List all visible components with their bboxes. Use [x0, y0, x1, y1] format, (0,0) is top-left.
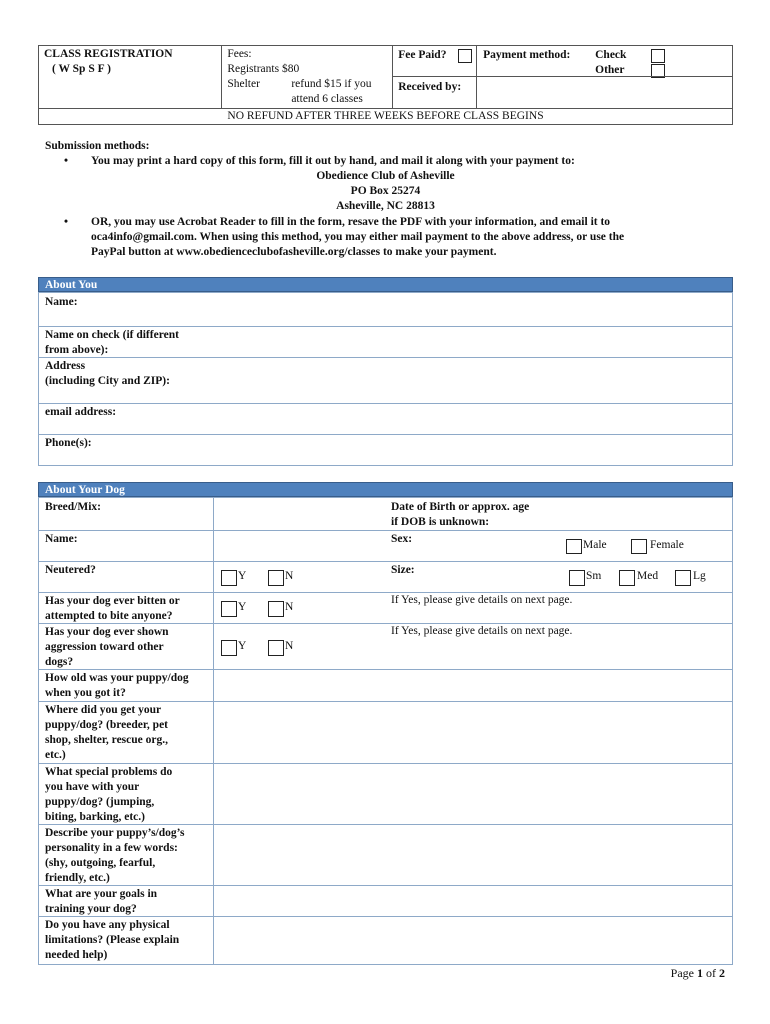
breed-label: Breed/Mix: — [45, 501, 101, 513]
name-on-check-row[interactable] — [39, 326, 732, 358]
page-total: 2 — [719, 966, 725, 980]
aggression-yes-label: Y — [238, 640, 247, 652]
payment-divider — [477, 76, 732, 77]
goals-label-1: What are your goals in — [45, 888, 158, 900]
bitten-label-2: attempted to bite anyone? — [45, 610, 173, 622]
session-options: ( W Sp S F ) — [52, 63, 111, 75]
where-got-row[interactable] — [39, 701, 732, 764]
sex-label: Sex: — [391, 533, 413, 545]
female-label: Female — [650, 539, 684, 551]
size-med-label: Med — [637, 570, 659, 582]
neutered-yes-label: Y — [238, 570, 247, 582]
neutered-row — [39, 561, 732, 593]
limitations-label-1: Do you have any physical — [45, 919, 170, 931]
bullet-icon: • — [64, 216, 69, 228]
page-word: Page — [670, 966, 694, 980]
owner-name-label: Name: — [45, 296, 78, 308]
limitations-label-2: limitations? (Please explain — [45, 934, 180, 946]
shelter-note-1: refund $15 if you — [291, 78, 372, 90]
address-label-1: Address — [45, 360, 86, 372]
size-lg-label: Lg — [693, 570, 706, 582]
page-current: 1 — [697, 966, 703, 980]
personality-row[interactable] — [39, 824, 732, 886]
check-checkbox[interactable] — [651, 49, 665, 63]
other-label: Other — [595, 64, 625, 76]
aggression-label-1: Has your dog ever shown — [45, 626, 169, 638]
where-label-4: etc.) — [45, 749, 66, 761]
aggression-label-2: aggression toward other — [45, 641, 164, 653]
no-refund-notice: NO REFUND AFTER THREE WEEKS BEFORE CLASS BEGINS — [39, 109, 733, 125]
submission-bullet-2-line-1: OR, you may use Acrobat Reader to fill in the form, resave the PDF with your information, and email it to — [91, 216, 611, 228]
where-label-2: puppy/dog? (breeder, pet — [45, 719, 169, 731]
dob-label-1: Date of Birth or approx. age — [391, 501, 530, 513]
bitten-no-label: N — [285, 601, 294, 613]
submission-bullet-2-line-3: PayPal button at www.obedienceclubofasheville.org/classes to make your payment. — [91, 246, 497, 258]
bitten-yes-checkbox[interactable] — [221, 601, 237, 617]
size-label: Size: — [391, 564, 415, 576]
male-checkbox[interactable] — [566, 539, 582, 554]
size-lg-checkbox[interactable] — [675, 570, 691, 586]
aggression-no-checkbox[interactable] — [268, 640, 284, 656]
dog-name-row — [39, 530, 732, 562]
bitten-no-checkbox[interactable] — [268, 601, 284, 617]
where-label-3: shop, shelter, rescue org., — [45, 734, 168, 746]
personality-label-4: friendly, etc.) — [45, 872, 110, 884]
problems-row[interactable] — [39, 763, 732, 825]
where-label-1: Where did you get your — [45, 704, 162, 716]
shelter-note-2: attend 6 classes — [291, 93, 363, 105]
mailing-address-line-2: PO Box 25274 — [350, 185, 421, 197]
shelter-label: Shelter — [227, 78, 260, 90]
aggression-label-3: dogs? — [45, 656, 74, 668]
age-got-label-1: How old was your puppy/dog — [45, 672, 189, 684]
aggression-details-note: If Yes, please give details on next page. — [391, 625, 573, 637]
personality-label-3: (shy, outgoing, fearful, — [45, 857, 156, 869]
neutered-no-checkbox[interactable] — [268, 570, 284, 586]
bitten-yes-label: Y — [238, 601, 247, 613]
neutered-yes-checkbox[interactable] — [221, 570, 237, 586]
registrants-fee: Registrants $80 — [227, 63, 300, 75]
age-got-label-2: when you got it? — [45, 687, 126, 699]
bitten-row — [39, 592, 732, 624]
submission-bullet-1: You may print a hard copy of this form, fill it out by hand, and mail it along with your payment to: — [91, 155, 575, 167]
about-you-section — [38, 292, 733, 466]
submission-title: Submission methods: — [45, 140, 150, 152]
mailing-address-line-1: Obedience Club of Asheville — [316, 170, 455, 182]
aggression-row — [39, 623, 732, 670]
email-label: email address: — [45, 406, 117, 418]
size-sm-checkbox[interactable] — [569, 570, 585, 586]
aggression-no-label: N — [285, 640, 294, 652]
age-got-row[interactable] — [39, 669, 732, 702]
dob-label-2: if DOB is unknown: — [391, 516, 490, 528]
check-label: Check — [595, 49, 627, 61]
address-label-2: (including City and ZIP): — [45, 375, 170, 387]
class-registration-title: CLASS REGISTRATION — [44, 48, 173, 60]
phone-label: Phone(s): — [45, 437, 92, 449]
size-sm-label: Sm — [586, 570, 602, 582]
personality-label-1: Describe your puppy’s/dog’s — [45, 827, 185, 839]
about-you-header: About You — [38, 277, 733, 292]
fee-paid-label: Fee Paid? — [398, 49, 447, 61]
problems-label-4: biting, barking, etc.) — [45, 811, 145, 823]
bitten-details-note: If Yes, please give details on next page. — [391, 594, 573, 606]
bitten-label-1: Has your dog ever bitten or — [45, 595, 180, 607]
about-dog-header: About Your Dog — [38, 482, 733, 497]
bullet-icon: • — [64, 155, 69, 167]
submission-bullet-2-line-2: oca4info@gmail.com. When using this method, you may either mail payment to the above address, or use the — [91, 231, 625, 243]
size-med-checkbox[interactable] — [619, 570, 635, 586]
neutered-label: Neutered? — [45, 564, 96, 576]
neutered-no-label: N — [285, 570, 294, 582]
class-registration-cell — [39, 46, 222, 109]
phone-row[interactable] — [39, 434, 732, 466]
received-by-label: Received by: — [398, 81, 462, 93]
aggression-yes-checkbox[interactable] — [221, 640, 237, 656]
fee-paid-checkbox[interactable] — [458, 49, 472, 63]
page-of-word: of — [706, 966, 716, 980]
payment-method-cell — [477, 46, 733, 109]
fees-label: Fees: — [227, 48, 252, 60]
problems-label-3: puppy/dog? (jumping, — [45, 796, 155, 808]
goals-label-2: training your dog? — [45, 903, 137, 915]
personality-label-2: personality in a few words: — [45, 842, 178, 854]
problems-label-1: What special problems do — [45, 766, 173, 778]
limitations-row[interactable] — [39, 916, 732, 965]
email-row[interactable] — [39, 403, 732, 435]
address-row[interactable] — [39, 357, 732, 404]
dog-name-label: Name: — [45, 533, 78, 545]
about-dog-section — [38, 497, 733, 965]
limitations-label-3: needed help) — [45, 949, 108, 961]
name-on-check-label-1: Name on check (if different — [45, 329, 179, 341]
payment-method-label: Payment method: — [483, 49, 571, 61]
fees-cell — [222, 46, 393, 109]
page-number — [671, 966, 725, 981]
male-label: Male — [583, 539, 607, 551]
fee-paid-cell — [393, 46, 477, 109]
goals-row[interactable] — [39, 885, 732, 917]
mailing-address-line-3: Asheville, NC 28813 — [336, 200, 435, 212]
problems-label-2: you have with your — [45, 781, 140, 793]
registration-header-table — [38, 45, 733, 125]
name-on-check-label-2: from above): — [45, 344, 109, 356]
female-checkbox[interactable] — [631, 539, 647, 554]
